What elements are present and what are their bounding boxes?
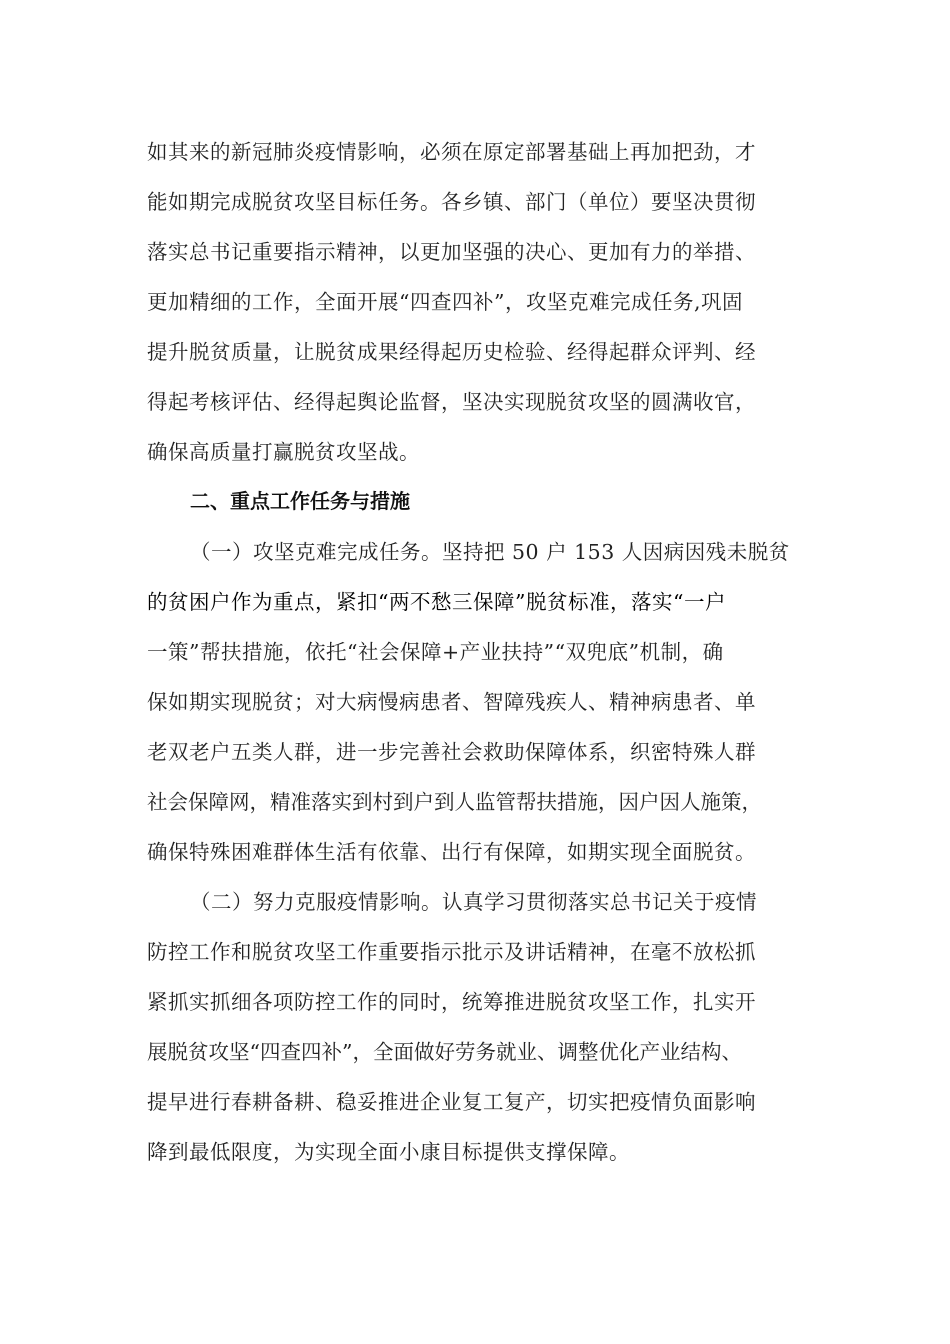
paragraph-2-line-4: 保如期实现脱贫；对大病慢病患者、智障残疾人、精神病患者、单 (147, 690, 756, 714)
paragraph-1-line-3: 落实总书记重要指示精神，以更加坚强的决心、更加有力的举措、 (147, 240, 756, 264)
paragraph-2-line-5: 老双老户五类人群，进一步完善社会救助保障体系，织密特殊人群 (147, 740, 756, 764)
paragraph-2-line-7: 确保特殊困难群体生活有依靠、出行有保障，如期实现全面脱贫。 (147, 840, 756, 864)
paragraph-3-line-6: 降到最低限度，为实现全面小康目标提供支撑保障。 (147, 1140, 630, 1164)
paragraph-3-line-5: 提早进行春耕备耕、稳妥推进企业复工复产，切实把疫情负面影响 (147, 1090, 756, 1114)
paragraph-1-line-4: 更加精细的工作，全面开展“四查四补”，攻坚克难完成任务,巩固 (147, 290, 743, 314)
paragraph-3-line-3: 紧抓实抓细各项防控工作的同时，统筹推进脱贫攻坚工作，扎实开 (147, 990, 756, 1014)
paragraph-3-line-4: 展脱贫攻坚“四查四补”，全面做好劳务就业、调整优化产业结构、 (147, 1040, 742, 1064)
paragraph-2-line-6: 社会保障网，精准落实到村到户到人监管帮扶措施，因户因人施策， (147, 790, 762, 814)
paragraph-3-line-1: （二）努力克服疫情影响。认真学习贯彻落实总书记关于疫情 (190, 890, 757, 914)
paragraph-1-line-6: 得起考核评估、经得起舆论监督，坚决实现脱贫攻坚的圆满收官， (147, 390, 756, 414)
paragraph-1-line-1: 如其来的新冠肺炎疫情影响，必须在原定部署基础上再加把劲，才 (147, 140, 756, 164)
paragraph-2-line-2: 的贫困户作为重点，紧扣“两不愁三保障”脱贫标准，落实“一户 (147, 590, 726, 614)
paragraph-1-line-7: 确保高质量打赢脱贫攻坚战。 (147, 440, 420, 464)
paragraph-1-line-2: 能如期完成脱贫攻坚目标任务。各乡镇、部门（单位）要坚决贯彻 (147, 190, 756, 214)
paragraph-1-line-5: 提升脱贫质量，让脱贫成果经得起历史检验、经得起群众评判、经 (147, 340, 756, 364)
paragraph-2-line-1: （一）攻坚克难完成任务。坚持把 50 户 153 人因病因残未脱贫 (190, 540, 790, 564)
section-heading: 二、重点工作任务与措施 (190, 489, 410, 513)
paragraph-2-line-3: 一策”帮扶措施，依托“社会保障+产业扶持”“双兜底”机制，确 (147, 640, 724, 664)
paragraph-3-line-2: 防控工作和脱贫攻坚工作重要指示批示及讲话精神，在毫不放松抓 (147, 940, 756, 964)
